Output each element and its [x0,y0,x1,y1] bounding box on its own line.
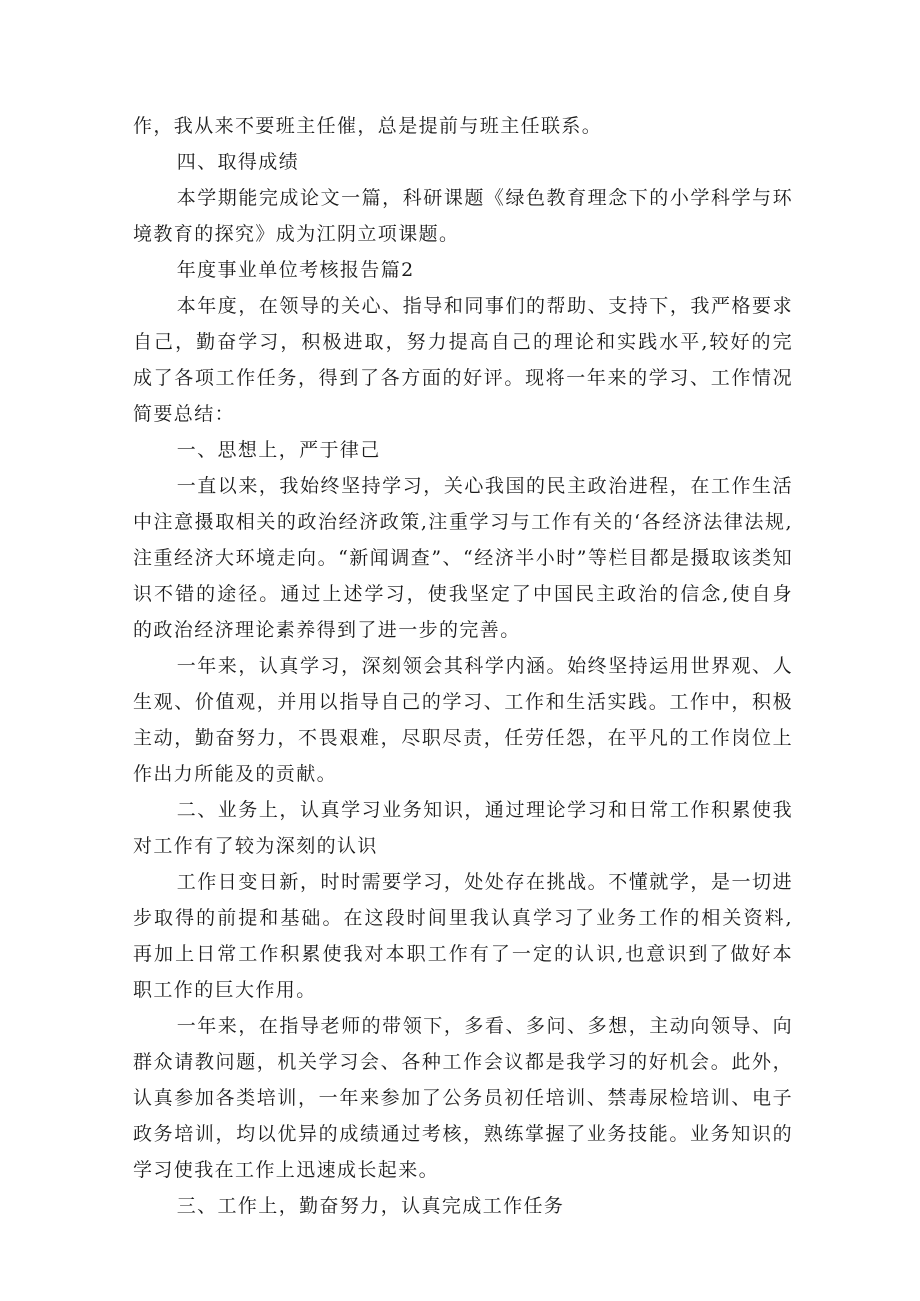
paragraph-ideology-values: 一年来，认真学习，深刻领会其科学内涵。始终坚持运用世界观、人生观、价值观，并用以指导自己的学习、工作和生活实践。工作中，积极主动，勤奋努力，不畏艰难，尽职尽责，任劳任怨，在平凡的工作岗位上作出力所能及的贡献。 [133,655,793,785]
report-title: 年度事业单位考核报告篇2 [176,259,415,281]
paragraph-business-training: 一年来，在指导老师的带领下，多看、多问、多想，主动向领导、向群众请教问题，机关学习会、各种工作会议都是我学习的好机会。此外，认真参加各类培训，一年来参加了公务员初任培训、禁毒尿检培训、电子政务培训，均以优异的成绩通过考核，熟练掌握了业务技能。业务知识的学习使我在工作上迅速成长起来。 [133,1015,793,1181]
section-heading-ideology: 一、思想上，严于律己 [176,439,381,461]
paragraph-business-learning: 工作日变日新，时时需要学习，处处存在挑战。不懂就学，是一切进步取得的前提和基础。在这段时间里我认真学习了业务工作的相关资料,再加上日常工作积累使我对本职工作有了一定的认识,也意识到了做好本职工作的巨大作用。 [133,871,793,1001]
paragraph-intro: 本年度，在领导的关心、指导和同事们的帮助、支持下，我严格要求自己，勤奋学习，积极进取，努力提高自己的理论和实践水平,较好的完成了各项工作任务，得到了各方面的好评。现将一年来的学习、工作情况简要总结： [133,295,793,425]
section-heading-work: 三、工作上，勤奋努力，认真完成工作任务 [176,1195,565,1217]
paragraph-achievements: 本学期能完成论文一篇，科研课题《绿色教育理念下的小学科学与环境教育的探究》成为江阴立项课题。 [133,187,793,245]
section-heading-business: 二、业务上，认真学习业务知识，通过理论学习和日常工作积累使我对工作有了较为深刻的认识 [133,799,793,857]
paragraph-continuation: 作，我从来不要班主任催，总是提前与班主任联系。 [133,115,603,137]
document-body [133,108,793,1224]
section-heading-achievements: 四、取得成绩 [176,151,300,173]
paragraph-ideology-study: 一直以来，我始终坚持学习，关心我国的民主政治进程，在工作生活中注意摄取相关的政治经济政策,注重学习与工作有关的‘各经济法律法规,注重经济大环境走向。“新闻调查”、“经济半小时”等栏目都是摄取该类知识不错的途径。通过上述学习，使我坚定了中国民主政治的信念,使自身的政治经济理论素养得到了进一步的完善。 [133,475,793,641]
